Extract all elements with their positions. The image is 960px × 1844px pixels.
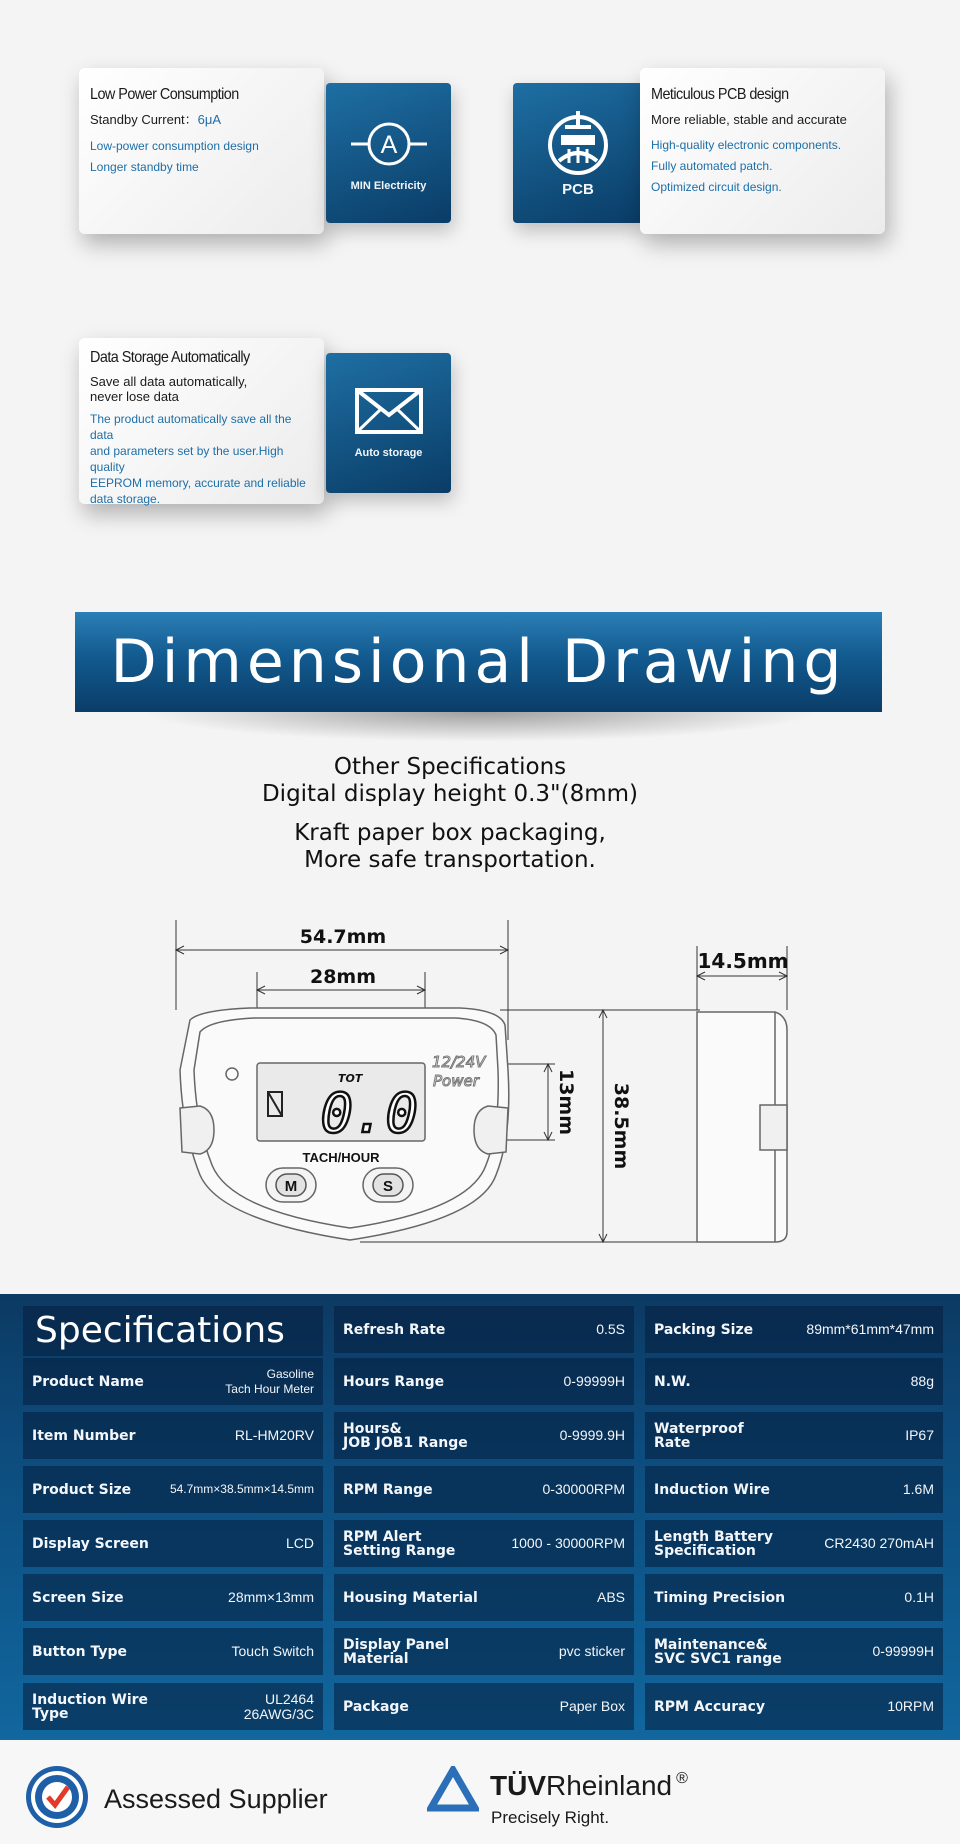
button-s [363,1168,413,1202]
dimension-drawing [160,920,800,1250]
spec-label: Screen Size [32,1589,124,1606]
spec-row [645,1358,943,1405]
spec-value: Paper Box [559,1698,625,1714]
spec-label: N.W. [654,1373,691,1390]
spec-value: 10RPM [887,1698,934,1714]
banner-title: Dimensional Drawing [110,627,847,697]
spec-value: 0-99999H [872,1643,934,1659]
model-label: TACH/HOUR [302,1150,380,1165]
spec-label: Maintenance& SVC SVC1 range [654,1636,782,1667]
spec-value: pvc sticker [558,1643,625,1659]
spec-label: Item Number [32,1427,136,1444]
spec-label: Timing Precision [654,1589,786,1606]
spec-label: Button Type [32,1643,128,1660]
spec-label: Refresh Rate [343,1321,446,1338]
feature-description: The product automatically save all the data and parameters set by the user.High quality EEPROM memory, accurate and reliable data storage. [90,412,306,506]
svg-text:A: A [380,131,397,159]
assessed-supplier-seal-icon [24,1764,90,1830]
spec-value: 0.5S [596,1321,625,1337]
envelope-icon [354,387,424,435]
spec-row [334,1628,634,1675]
spec-row [645,1683,943,1730]
spec-row [645,1466,943,1513]
spec-label: Display Panel Material [343,1636,450,1667]
spec-row [334,1358,634,1405]
spec-row [645,1628,943,1675]
spec-value: 54.7mm×38.5mm×14.5mm [169,1482,314,1496]
spec-value: 28mm×13mm [228,1589,314,1605]
spec-label: Length Battery Specification [654,1528,773,1559]
spec-value: 0-99999H [563,1373,625,1389]
tuv-triangle-icon [427,1766,479,1812]
spec-label: Hours& JOB JOB1 Range [343,1420,468,1451]
other-specs-heading: Other Specifications Digital display height 0.3"(8mm) [261,754,639,807]
spec-row [23,1412,323,1459]
spec-value: Gasoline Tach Hour Meter [225,1366,314,1396]
dim-depth: 14.5mm [697,949,789,973]
spec-row [645,1306,943,1353]
spec-value: 1000 - 30000RPM [511,1535,625,1551]
spec-value: 1.6M [902,1481,934,1497]
spec-row [334,1306,634,1353]
spec-row [23,1683,323,1730]
spec-row [334,1466,634,1513]
spec-value: IP67 [905,1427,934,1443]
spec-row [645,1574,943,1621]
feature-card-pcb [640,68,885,234]
spec-row [23,1466,323,1513]
assessed-supplier-label: Assessed Supplier [104,1784,328,1814]
feature-tile-storage [326,353,451,493]
specifications-section [0,1294,960,1740]
spec-value: Touch Switch [231,1643,314,1659]
feature-title: Meticulous PCB design [651,86,789,103]
feature-title: Data Storage Automatically [90,349,250,366]
pcb-chip-icon [543,109,613,175]
button-m [266,1168,316,1202]
feature-description: High-quality electronic components. Fully automated patch. Optimized circuit design. [651,138,842,194]
spec-value: 89mm*61mm*47mm [806,1321,934,1337]
packaging-note: Kraft paper box packaging, More safe transportation. [294,820,606,873]
feature-subtitle: Standby Current：6μA [90,112,222,127]
spec-row [334,1574,634,1621]
spec-label: Hours Range [343,1373,445,1390]
tile-label: PCB [562,180,594,198]
device-side-view [697,1012,787,1242]
spec-value: RL-HM20RV [234,1427,314,1443]
power-label: Power [433,1072,479,1090]
spec-label: Package [343,1698,409,1715]
spec-label: Product Size [32,1481,132,1498]
spec-label: Induction Wire [654,1481,771,1498]
spec-row [334,1683,634,1730]
spec-value: CR2430 270mAH [824,1535,934,1551]
spec-label: Display Screen [32,1535,149,1552]
tile-label: Auto storage [354,447,423,459]
spec-label: RPM Accuracy [654,1698,766,1715]
spec-value: ABS [596,1589,625,1605]
feature-subtitle: More reliable, stable and accurate [651,112,847,127]
lcd-tot-label: TOT [338,1072,363,1085]
feature-card-storage [79,338,324,504]
spec-row [645,1520,943,1567]
feature-title: Low Power Consumption [90,86,239,103]
spec-label: Induction Wire Type [32,1691,149,1722]
lcd-digits: 0.0 [320,1082,418,1145]
spec-row [645,1412,943,1459]
dim-height-total: 38.5mm [610,1082,632,1170]
tuv-logo-text: TÜVRheinland ® [490,1770,688,1801]
svg-text:M: M [284,1178,298,1195]
spec-value: UL2464 26AWG/3C [243,1690,314,1722]
feature-subtitle: Save all data automatically, never lose data [90,374,248,404]
spec-row [23,1628,323,1675]
tile-label: MIN Electricity [350,180,427,192]
spec-label: Packing Size [654,1321,754,1338]
spec-value: 0.1H [904,1589,934,1605]
specifications-title: Specifications [23,1306,323,1356]
feature-tile-power [326,83,451,223]
feature-card-power [79,68,324,234]
feature-description: Low-power consumption design Longer standby time [90,139,259,174]
spec-value: 0-9999.9H [559,1427,625,1443]
spec-value: 88g [910,1373,934,1389]
dim-height-screen: 13mm [555,1068,577,1136]
spec-row [23,1358,323,1405]
spec-row [23,1574,323,1621]
spec-value: LCD [285,1535,314,1551]
spec-label: RPM Alert Setting Range [343,1528,456,1559]
svg-text:S: S [382,1178,394,1195]
footer [0,1740,960,1844]
spec-row [23,1520,323,1567]
dim-width-total: 54.7mm [299,926,387,948]
spec-row [334,1412,634,1459]
dim-width-screen: 28mm [309,966,377,988]
spec-label: Product Name [32,1373,144,1390]
spec-label: RPM Range [343,1481,433,1498]
tuv-tagline: Precisely Right. [491,1808,610,1827]
spec-label: Waterproof Rate [654,1420,744,1451]
spec-row [334,1520,634,1567]
banner-shadow [140,712,820,742]
section-banner [75,612,882,712]
spec-value: 0-30000RPM [542,1481,625,1497]
feature-tile-pcb [513,83,643,223]
ammeter-icon [349,114,429,174]
spec-label: Housing Material [343,1589,478,1606]
voltage-label: 12/24V [432,1053,486,1071]
